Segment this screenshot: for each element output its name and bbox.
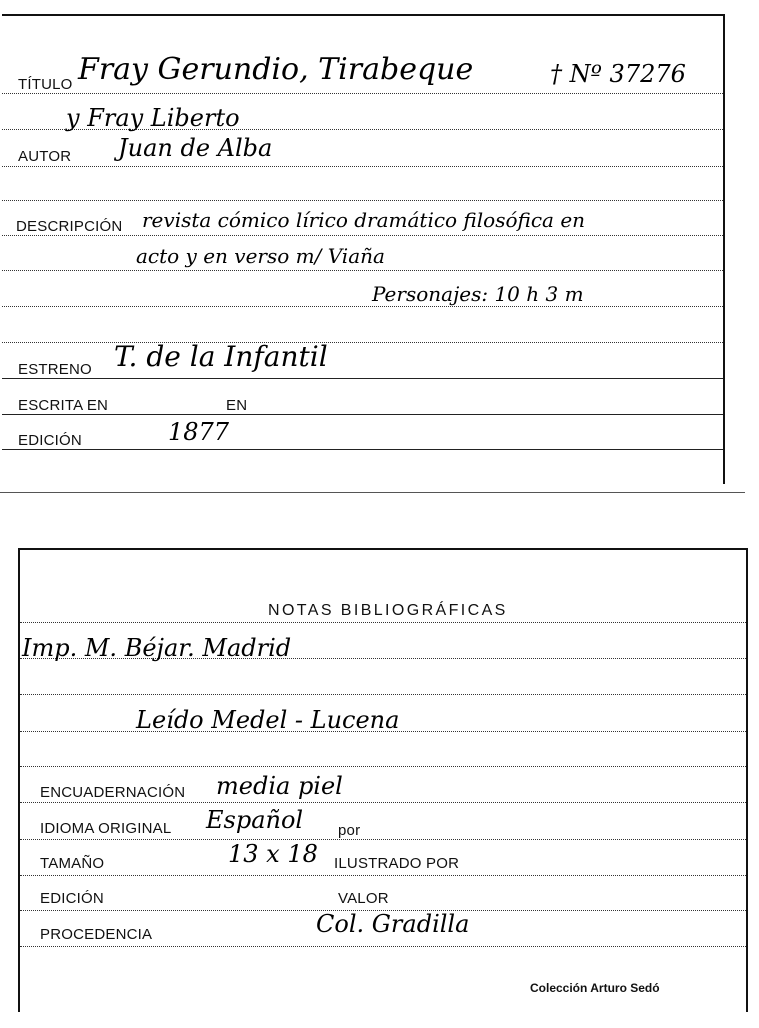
card-separator <box>0 492 745 493</box>
rule-line <box>2 200 723 201</box>
rule-line <box>20 694 746 695</box>
rule-line <box>20 622 746 623</box>
rule-line <box>20 946 746 947</box>
record-number: † Nº 37276 <box>550 60 686 88</box>
edicion-label: EDICIÓN <box>40 890 104 907</box>
edicion-label: EDICIÓN <box>18 432 82 449</box>
rule-line <box>2 166 723 167</box>
rule-line <box>2 414 723 415</box>
rule-line <box>2 449 723 450</box>
tamano-label: TAMAÑO <box>40 855 105 872</box>
por-label: por <box>338 822 361 839</box>
rule-line <box>2 93 723 94</box>
valor-label: VALOR <box>338 890 389 907</box>
rule-line <box>2 270 723 271</box>
collection-footer: Colección Arturo Sedó <box>530 981 660 995</box>
idioma-handwritten: Español <box>206 806 304 834</box>
titulo-label: TÍTULO <box>18 76 73 93</box>
descripcion-handwritten-cont: acto y en verso m/ Viaña <box>136 244 385 268</box>
encuadernacion-label: ENCUADERNACIÓN <box>40 784 186 801</box>
titulo-handwritten-cont: y Fray Liberto <box>66 104 240 132</box>
procedencia-handwritten: Col. Gradilla <box>316 910 470 938</box>
encuadernacion-handwritten: media piel <box>216 772 343 800</box>
en-label: EN <box>226 397 248 414</box>
ilustrado-por-label: ILUSTRADO POR <box>334 855 460 872</box>
estreno-handwritten: T. de la Infantil <box>114 340 328 373</box>
personajes-handwritten: Personajes: 10 h 3 m <box>372 282 584 306</box>
rule-line <box>20 839 746 840</box>
notas-heading: NOTAS BIBLIOGRÁFICAS <box>268 602 508 619</box>
rule-line <box>2 306 723 307</box>
estreno-label: ESTRENO <box>18 361 92 378</box>
rule-line <box>2 342 723 343</box>
rule-line <box>20 802 746 803</box>
procedencia-label: PROCEDENCIA <box>40 926 153 943</box>
descripcion-label: DESCRIPCIÓN <box>16 218 123 235</box>
edicion-handwritten: 1877 <box>168 418 230 446</box>
titulo-handwritten: Fray Gerundio, Tirabeque <box>78 52 474 87</box>
idioma-original-label: IDIOMA ORIGINAL <box>40 820 172 837</box>
rule-line <box>20 875 746 876</box>
nota-handwritten-cont: Leído Medel - Lucena <box>136 706 400 734</box>
catalog-card-front <box>2 14 725 484</box>
rule-line <box>20 766 746 767</box>
rule-line <box>2 378 723 379</box>
tamano-handwritten: 13 x 18 <box>228 840 318 868</box>
autor-handwritten: Juan de Alba <box>118 134 273 162</box>
nota-imprenta-handwritten: Imp. M. Béjar. Madrid <box>22 634 292 662</box>
rule-line <box>2 235 723 236</box>
descripcion-handwritten: revista cómico lírico dramático filosófica en <box>142 208 586 232</box>
catalog-card-back <box>18 548 748 1012</box>
escrita-en-label: ESCRITA EN <box>18 397 109 414</box>
autor-label: AUTOR <box>18 148 72 165</box>
